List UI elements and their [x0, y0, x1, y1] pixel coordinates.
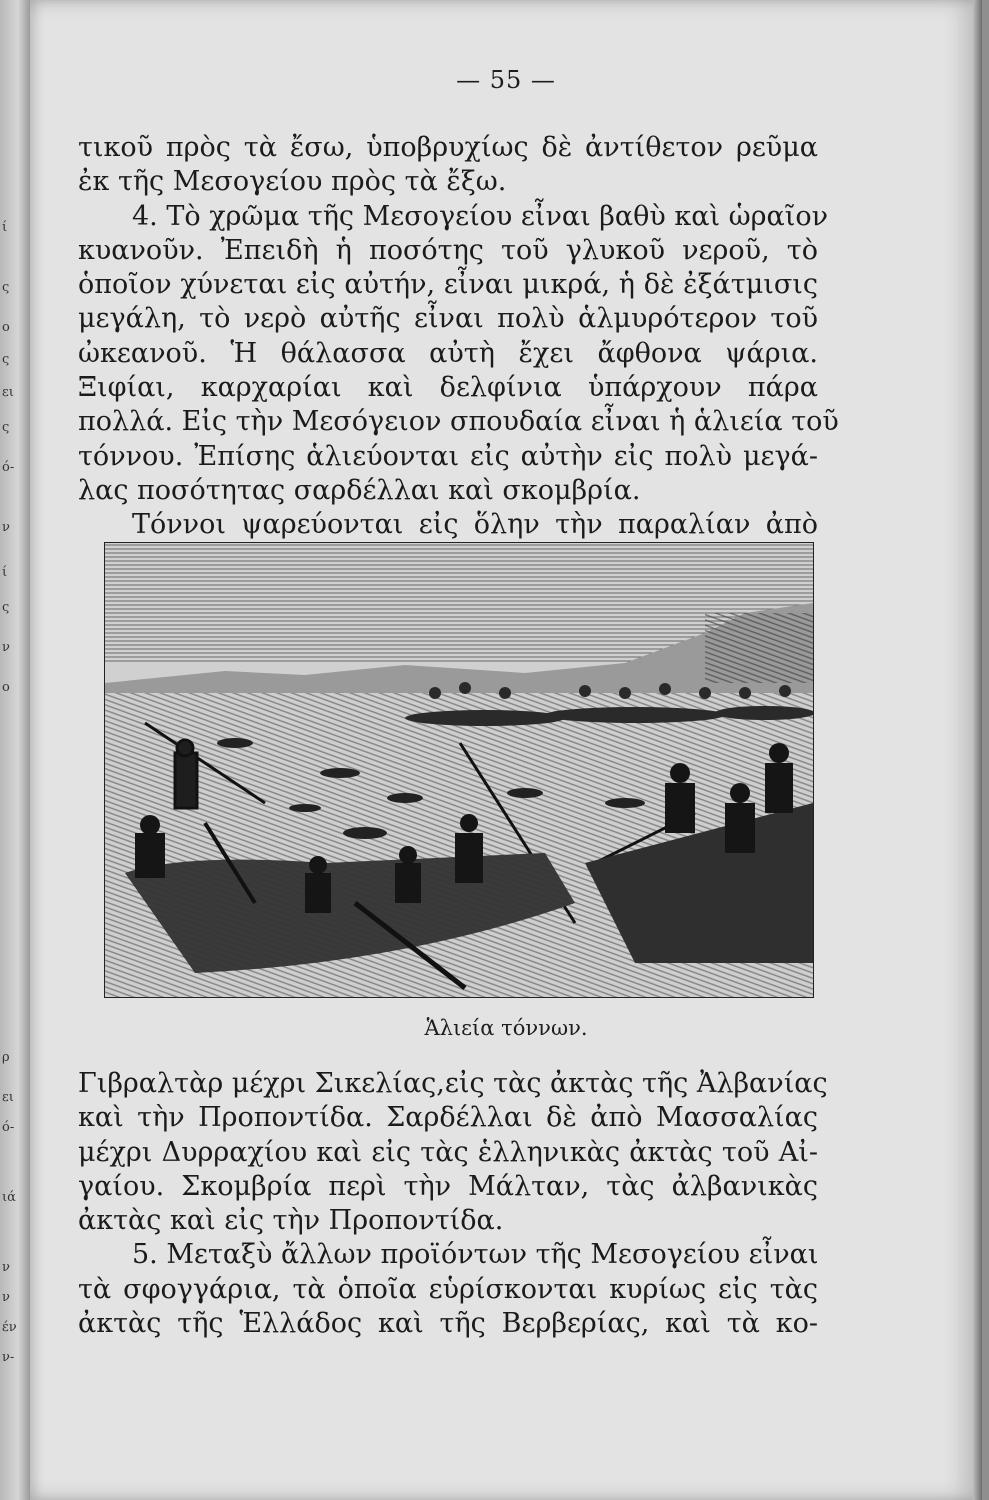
text-line: ἀκτὰς καὶ εἰς τὴν Προποντίδα. — [78, 1205, 504, 1237]
paragraph-bottom — [78, 1067, 828, 1341]
margin-fragment: ει — [2, 385, 14, 400]
text-line: τόννου. Ἐπίσης ἁλιεύονται εἰς αὐτὴν εἰς πολὺ μεγά- — [78, 440, 818, 472]
text-line: γαίου. Σκομβρία περὶ τὴν Μάλταν, τὰς ἀλβανικὰς — [78, 1170, 818, 1202]
margin-fragment: έν — [2, 1320, 17, 1335]
text-line: λας ποσότητας σαρδέλλαι καὶ σκομβρία. — [78, 474, 641, 506]
margin-fragment: ει — [2, 1090, 14, 1105]
margin-fragment: ί — [2, 220, 8, 235]
text-line: ὠκεανοῦ. Ἡ θάλασσα αὐτὴ ἔχει ἄφθονα ψάρια. — [78, 337, 818, 369]
paragraph-top — [78, 131, 839, 543]
page-edge-shadow — [973, 0, 982, 1500]
margin-fragment: ς — [2, 280, 10, 295]
margin-fragment: ρ — [2, 1050, 10, 1065]
margin-fragment: ό- — [2, 460, 15, 475]
margin-fragment: ς — [2, 352, 10, 367]
text-line: 4. Τὸ χρῶμα τῆς Μεσογείου εἶναι βαθὺ καὶ ὡραῖον — [132, 200, 829, 232]
text-line: ἐκ τῆς Μεσογείου πρὸς τὰ ἔξω. — [78, 166, 507, 198]
margin-fragment: ν — [2, 1260, 10, 1275]
text-line: τὰ σφογγάρια, τὰ ὁποῖα εὑρίσκονται κυρίως εἰς τὰς — [78, 1273, 818, 1305]
text-line: 5. Μεταξὺ ἄλλων προϊόντων τῆς Μεσογείου εἶναι — [132, 1239, 819, 1271]
margin-fragment: ν — [2, 520, 10, 535]
margin-fragment: ς — [2, 600, 10, 615]
margin-fragment: ιά — [2, 1190, 16, 1205]
margin-fragment: ς — [2, 420, 10, 435]
text-line: Ξιφίαι, καρχαρίαι καὶ δελφίνια ὑπάρχουν πάρα — [78, 372, 818, 404]
margin-fragment: ν — [2, 640, 10, 655]
text-line: τικοῦ πρὸς τὰ ἔσω, ὑποβρυχίως δὲ ἀντίθετον ρεῦμα — [78, 132, 818, 163]
margin-fragment: ο — [2, 320, 10, 335]
margin-fragment: ό- — [2, 1120, 15, 1135]
engraving-illustration — [105, 543, 813, 997]
text-line: ἀκτὰς τῆς Ἑλλάδος καὶ τῆς Βερβερίας, καὶ τὰ κο- — [78, 1308, 818, 1340]
margin-fragment: ο — [2, 680, 10, 695]
text-line: ὁποῖον χύνεται εἰς αὐτήν, εἶναι μικρά, ἡ δὲ ἐξάτμισις — [78, 269, 818, 301]
margin-fragment: ί — [2, 565, 8, 580]
text-line: Γιβραλτὰρ μέχρι Σικελίας,εἰς τὰς ἀκτὰς τῆς Ἀλβανίας — [78, 1068, 828, 1099]
text-line: πολλά. Εἰς τὴν Μεσόγειον σπουδαία εἶναι ἡ ἁλιεία τοῦ — [78, 406, 839, 438]
figure-caption: Ἁλιεία τόννων. — [424, 1016, 588, 1040]
text-line: Τόννοι ψαρεύονται εἰς ὅλην τὴν παραλίαν ἀπὸ — [132, 509, 818, 541]
text-line: καὶ τὴν Προποντίδα. Σαρδέλλαι δὲ ἀπὸ Μασσαλίας — [78, 1102, 818, 1134]
book-page — [30, 0, 982, 1500]
text-line: μεγάλη, τὸ νερὸ αὐτῆς εἶναι πολὺ ἁλμυρότερον τοῦ — [78, 303, 818, 335]
text-line: κυανοῦν. Ἐπειδὴ ἡ ποσότης τοῦ γλυκοῦ νεροῦ, τὸ — [78, 234, 818, 266]
page-number: — 55 — — [456, 66, 556, 94]
tuna-fishing-engraving — [104, 542, 814, 998]
text-line: μέχρι Δυρραχίου καὶ εἰς τὰς ἑλληνικὰς ἀκτὰς τοῦ Αἰ- — [78, 1136, 818, 1168]
facing-page-edge — [0, 0, 30, 1500]
margin-fragment: ν- — [2, 1350, 15, 1365]
margin-fragment: ν — [2, 1290, 10, 1305]
